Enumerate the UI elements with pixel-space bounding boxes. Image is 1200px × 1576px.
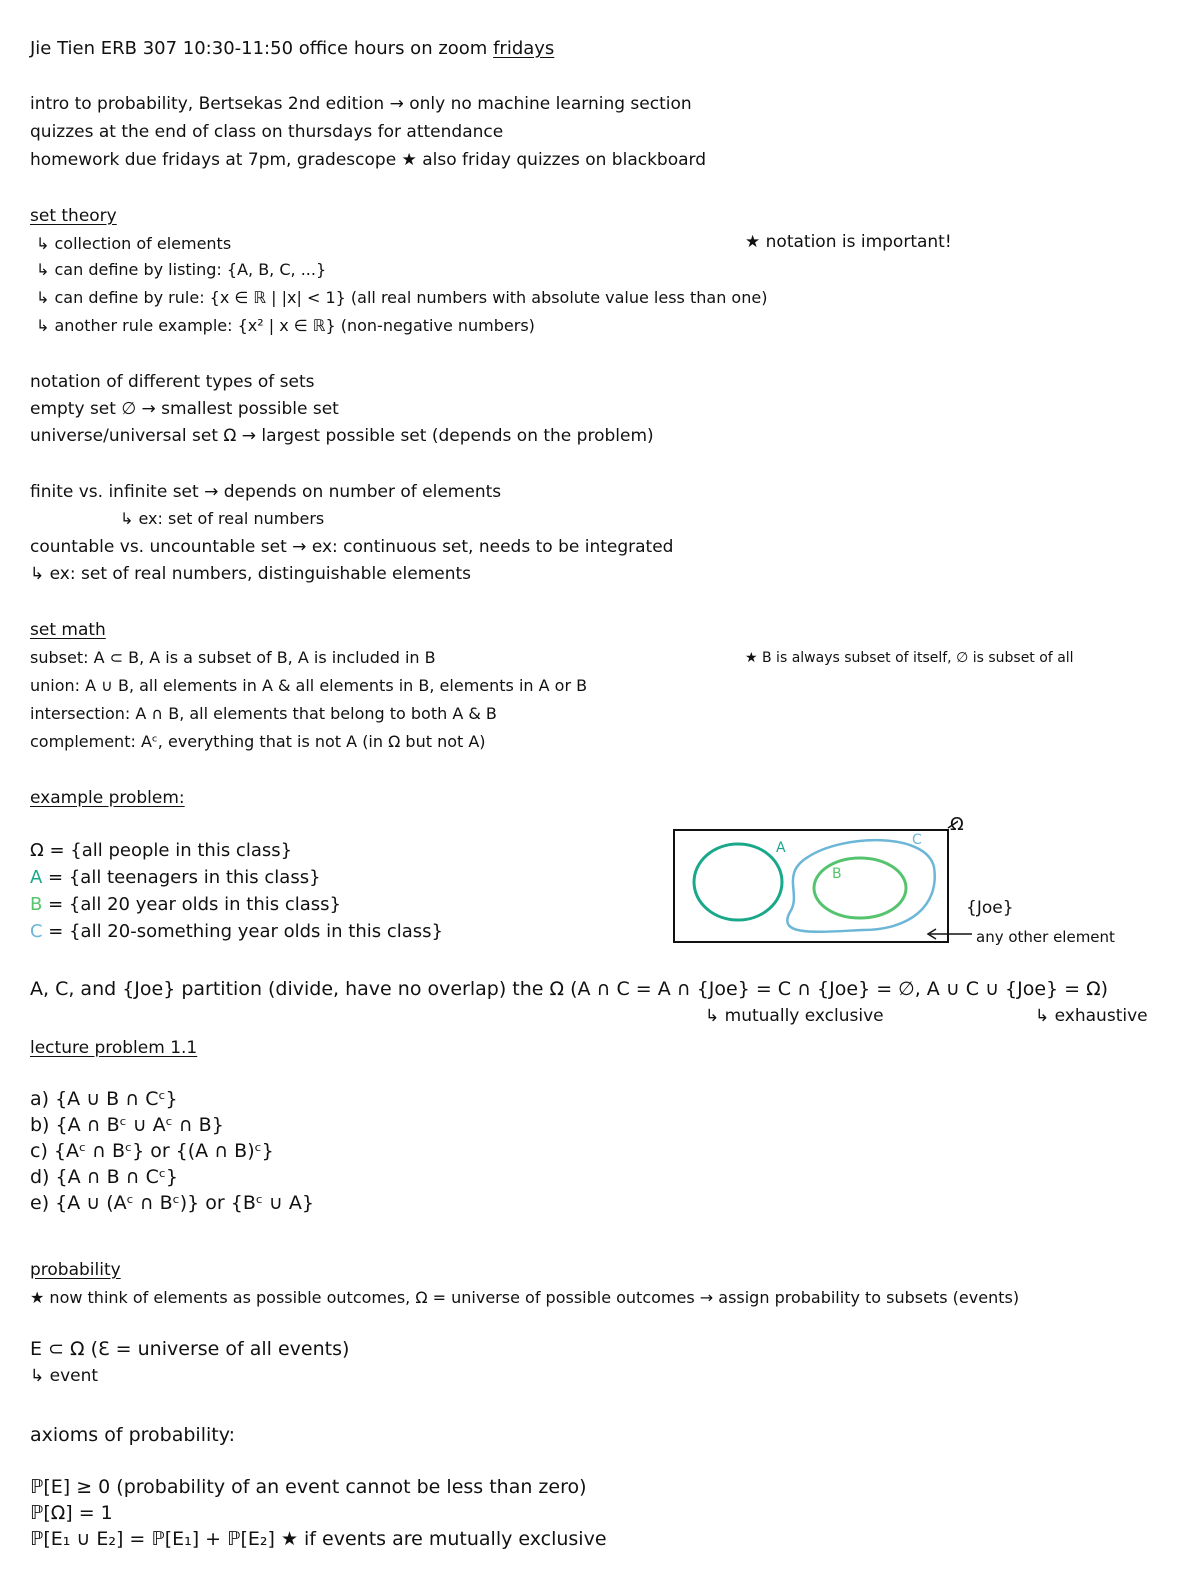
example-partition: A, C, and {Joe} partition (divide, have no overlap) the Ω (A ∩ C = A ∩ {Joe} = C ∩ {Joe} = ∅, A ∪ C ∪ {Joe} = Ω): [30, 978, 1109, 1000]
set-types-line-1: notation of different types of sets: [30, 372, 315, 392]
header-info: [30, 40, 554, 58]
lecture-heading: lecture problem 1.1: [30, 1038, 198, 1058]
venn-joe-label: {Joe}: [966, 898, 1014, 918]
axiom-3: ℙ[E₁ ∪ E₂] = ℙ[E₁] + ℙ[E₂] ★ if events are mutually exclusive: [30, 1528, 607, 1550]
axiom-1: ℙ[E] ≥ 0 (probability of an event cannot be less than zero): [30, 1476, 587, 1498]
set-math-intersection: intersection: A ∩ B, all elements that belong to both A & B: [30, 704, 497, 723]
set-theory-def-2: ↳ can define by listing: {A, B, C, ...}: [36, 260, 327, 279]
example-c: [30, 923, 443, 941]
venn-other-label: any other element: [976, 928, 1115, 946]
example-b: [30, 896, 341, 914]
example-a-letter: A: [30, 867, 43, 888]
course-line-1: intro to probability, Bertsekas 2nd edition → only no machine learning section: [30, 94, 692, 114]
venn-b-label: B: [832, 866, 842, 882]
venn-set-b: [814, 858, 906, 918]
finite-line-3: countable vs. uncountable set → ex: continuous set, needs to be integrated: [30, 537, 674, 557]
venn-other-arrow-icon: [924, 926, 974, 942]
axiom-2: ℙ[Ω] = 1: [30, 1502, 113, 1524]
finite-line-4: ↳ ex: set of real numbers, distinguishable elements: [30, 564, 472, 584]
lecture-answer-a: a) {A ∪ B ∩ Cᶜ}: [30, 1088, 178, 1110]
set-theory-def-3: ↳ can define by rule: {x ∈ ℝ | |x| < 1} (all real numbers with absolute value less than one): [36, 288, 768, 307]
example-b-def: = {all 20 year olds in this class}: [42, 894, 341, 915]
venn-set-a: [694, 844, 782, 920]
set-theory-heading: set theory: [30, 206, 117, 226]
header-info-text: Jie Tien ERB 307 10:30-11:50 office hours on zoom: [30, 38, 488, 59]
set-math-subset: subset: A ⊂ B, A is a subset of B, A is included in B: [30, 648, 436, 667]
finite-line-2: ↳ ex: set of real numbers: [120, 509, 325, 528]
probability-line-1: ★ now think of elements as possible outcomes, Ω = universe of possible outcomes → assign probability to subsets (events): [30, 1288, 1020, 1307]
header-days: fridays: [493, 38, 555, 59]
lecture-answer-c: c) {Aᶜ ∩ Bᶜ} or {(A ∩ B)ᶜ}: [30, 1140, 274, 1162]
set-math-note: ★ B is always subset of itself, ∅ is subset of all: [745, 650, 1074, 666]
course-line-2: quizzes at the end of class on thursdays for attendance: [30, 122, 504, 142]
course-line-3: homework due fridays at 7pm, gradescope ★ also friday quizzes on blackboard: [30, 150, 707, 170]
set-types-line-3: universe/universal set Ω → largest possible set (depends on the problem): [30, 426, 654, 446]
example-a-def: = {all teenagers in this class}: [42, 867, 321, 888]
probability-line-2: E ⊂ Ω (Ɛ = universe of all events): [30, 1338, 350, 1360]
venn-omega-label: Ω: [950, 814, 964, 835]
finite-line-1: finite vs. infinite set → depends on number of elements: [30, 482, 502, 502]
set-math-heading: set math: [30, 620, 106, 640]
lecture-answer-e: e) {A ∪ (Aᶜ ∩ Bᶜ)} or {Bᶜ ∪ A}: [30, 1192, 314, 1214]
lecture-answer-b: b) {A ∩ Bᶜ ∪ Aᶜ ∩ B}: [30, 1114, 224, 1136]
venn-a-label: A: [776, 840, 786, 856]
lecture-answer-d: d) {A ∩ B ∩ Cᶜ}: [30, 1166, 178, 1188]
example-exhaustive: ↳ exhaustive: [1035, 1006, 1148, 1026]
set-types-line-2: empty set ∅ → smallest possible set: [30, 399, 339, 419]
probability-heading: probability: [30, 1260, 121, 1280]
set-theory-note: ★ notation is important!: [745, 232, 952, 252]
example-heading: example problem:: [30, 788, 185, 808]
set-theory-def-1: ↳ collection of elements: [36, 234, 232, 253]
example-c-letter: C: [30, 921, 43, 942]
probability-line-3: ↳ event: [30, 1366, 99, 1386]
set-math-complement: complement: Aᶜ, everything that is not A (in Ω but not A): [30, 732, 486, 751]
set-math-union: union: A ∪ B, all elements in A & all elements in B, elements in A or B: [30, 676, 588, 695]
venn-c-label: C: [912, 832, 922, 848]
example-a: [30, 869, 321, 887]
example-c-def: = {all 20-something year olds in this class}: [42, 921, 443, 942]
example-b-letter: B: [30, 894, 43, 915]
axioms-heading: axioms of probability:: [30, 1424, 235, 1446]
example-mutually-exclusive: ↳ mutually exclusive: [705, 1006, 884, 1026]
example-omega: Ω = {all people in this class}: [30, 840, 293, 861]
set-theory-def-4: ↳ another rule example: {x² | x ∈ ℝ} (non-negative numbers): [36, 316, 535, 335]
